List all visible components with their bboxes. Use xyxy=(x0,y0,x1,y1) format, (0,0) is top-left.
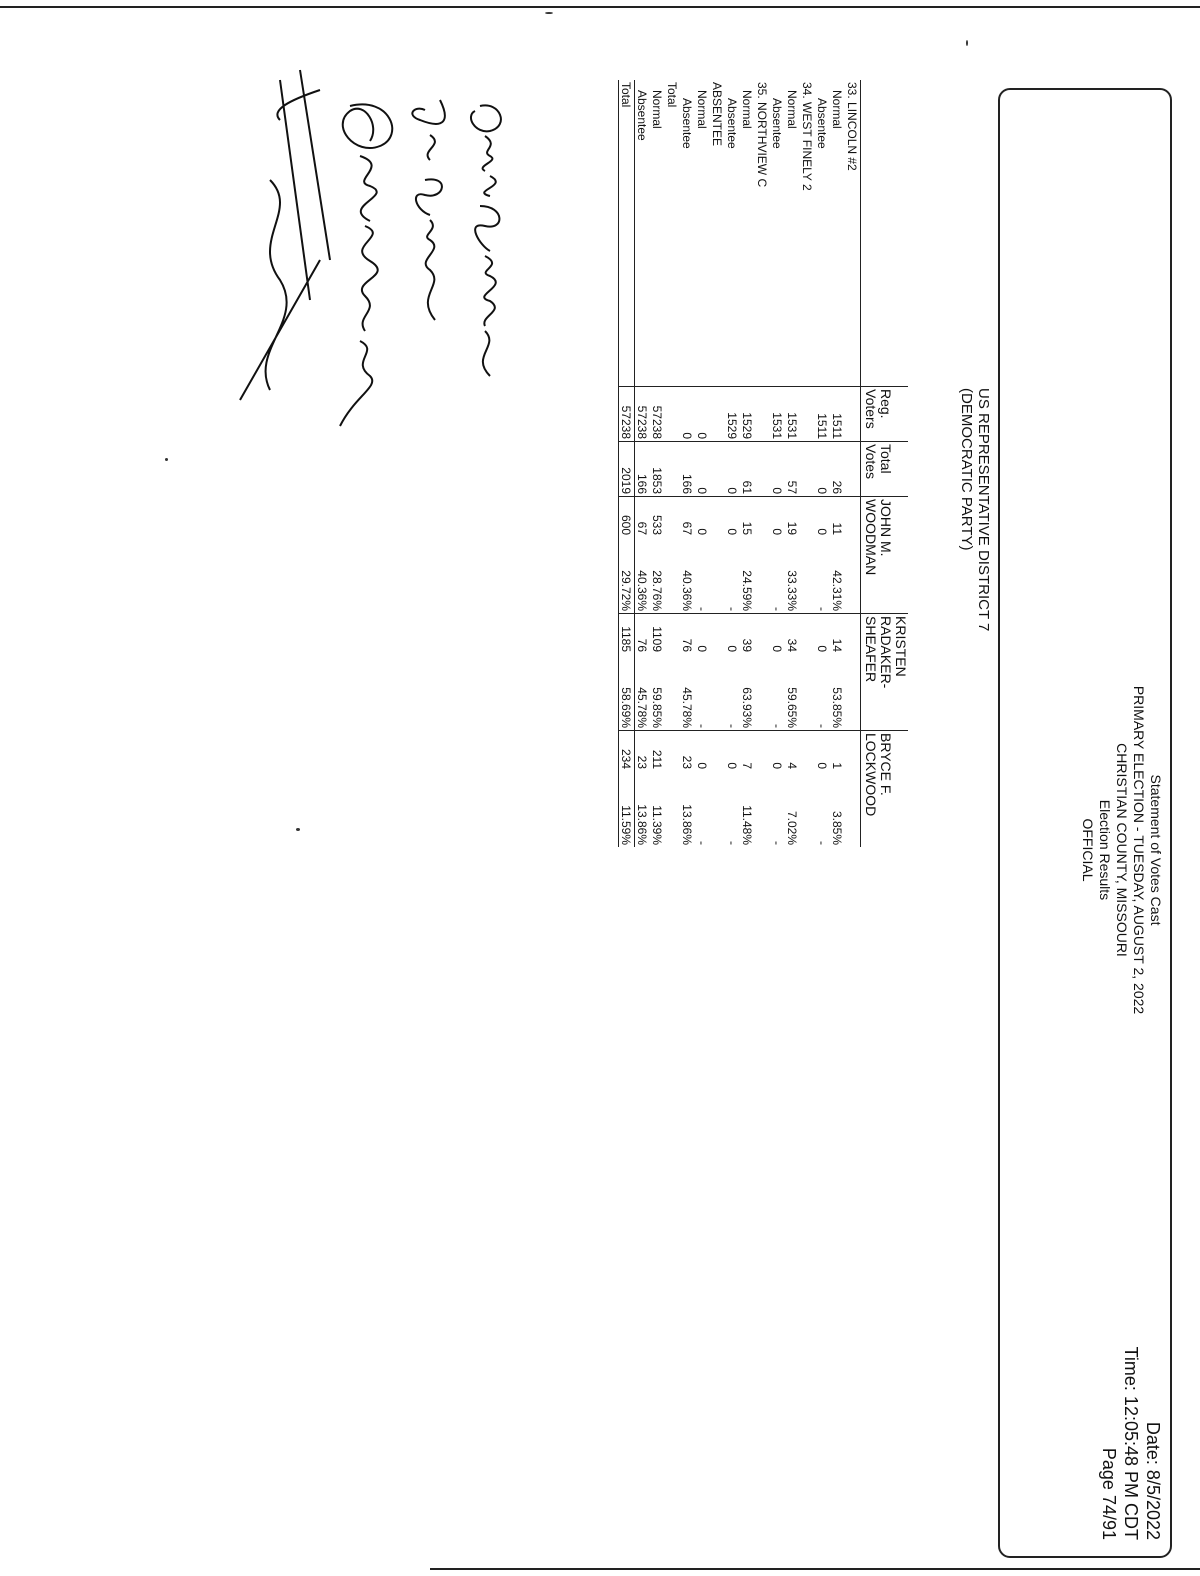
total-votes-cell: 2019 xyxy=(619,442,635,497)
official-label: OFFICIAL xyxy=(1080,818,1096,882)
candidate-percent-cell xyxy=(845,771,861,847)
table-row xyxy=(785,80,800,847)
total-votes-cell: 57 xyxy=(785,442,800,497)
total-votes-cell xyxy=(800,442,815,497)
candidate-percent-cell: 53.85% xyxy=(830,687,845,728)
table-row xyxy=(830,80,845,847)
row-label: Normal xyxy=(650,90,665,129)
candidate-votes-cell: 7 xyxy=(740,731,755,772)
candidate-percent-cell: 63.93% xyxy=(740,687,755,728)
table-row xyxy=(695,80,710,847)
total-votes-cell: 26 xyxy=(830,442,845,497)
row-label: Absentee xyxy=(680,98,695,149)
contest-title xyxy=(958,388,992,631)
candidate-votes-cell xyxy=(845,497,861,538)
candidate-percent-cell: 28.76% xyxy=(650,570,665,611)
total-votes-cell: 0 xyxy=(695,442,710,497)
candidate-percent-cell: 13.86% xyxy=(680,804,695,845)
candidate-votes-cell: 1109 xyxy=(650,614,665,655)
county-title: CHRISTIAN COUNTY, MISSOURI xyxy=(1114,743,1130,957)
row-label: Absentee xyxy=(725,98,740,149)
candidate-percent-cell: 24.59% xyxy=(740,570,755,611)
election-title: PRIMARY ELECTION - TUESDAY, AUGUST 2, 2022 xyxy=(1131,685,1147,1015)
reg-voters-cell: 57238 xyxy=(635,387,651,442)
table-row xyxy=(710,80,725,847)
candidate-percent-cell xyxy=(800,654,815,731)
candidate-votes-cell: 11 xyxy=(830,497,845,538)
candidate-votes-cell: 1185 xyxy=(619,614,635,655)
candidate-percent-cell xyxy=(800,771,815,847)
candidate-votes-cell: 0 xyxy=(695,614,710,655)
table-row xyxy=(619,80,635,847)
candidate-votes-cell: 0 xyxy=(725,731,740,772)
candidate-percent-cell xyxy=(710,654,725,731)
candidate-votes-cell: 23 xyxy=(680,731,695,772)
candidate-votes-cell: 0 xyxy=(695,497,710,538)
candidate-votes-cell xyxy=(755,731,770,772)
total-votes-cell: 0 xyxy=(815,442,830,497)
header-row xyxy=(861,80,909,847)
candidate-votes-cell xyxy=(755,497,770,538)
reg-voters-cell: 0 xyxy=(680,387,695,442)
total-votes-cell: 0 xyxy=(725,442,740,497)
row-label: 34. WEST FINELY 2 xyxy=(800,82,815,191)
contest-name: US REPRESENTATIVE DISTRICT 7 xyxy=(975,388,992,632)
candidate-votes-cell: 34 xyxy=(785,614,800,655)
table-row xyxy=(845,80,861,847)
row-label: Absentee xyxy=(635,90,650,141)
candidate-percent-cell: 45.78% xyxy=(680,687,695,728)
total-votes-cell: 166 xyxy=(680,442,695,497)
total-votes-cell: 61 xyxy=(740,442,755,497)
candidate-percent-cell: 59.65% xyxy=(785,687,800,728)
candidate-percent-cell: 40.36% xyxy=(680,570,695,611)
candidate-votes-cell xyxy=(755,614,770,655)
candidate-percent-cell: 11.48% xyxy=(740,805,755,845)
candidate-percent-cell: 40.36% xyxy=(635,570,650,611)
candidate-votes-cell xyxy=(665,614,680,655)
table-row xyxy=(635,80,651,847)
candidate-percent-cell xyxy=(845,537,861,614)
candidate-votes-cell: 234 xyxy=(619,731,635,772)
candidate-percent-cell xyxy=(665,537,680,614)
total-votes-header: Total Votes xyxy=(861,442,909,497)
row-label: Normal xyxy=(830,90,845,129)
reg-voters-cell xyxy=(755,387,770,442)
candidate-percent-cell: - xyxy=(695,724,710,728)
report-meta xyxy=(1098,1347,1164,1540)
row-label: 35. NORTHVIEW C xyxy=(755,82,770,188)
reg-voters-cell xyxy=(665,387,680,442)
total-votes-cell: 166 xyxy=(635,442,651,497)
candidate-votes-cell: 23 xyxy=(635,731,651,772)
candidate-votes-cell xyxy=(800,614,815,655)
candidate-percent-cell: 13.86% xyxy=(635,804,650,845)
table-row xyxy=(815,80,830,847)
reg-voters-cell: 1531 xyxy=(770,387,785,442)
candidate-percent-cell: 33.33% xyxy=(785,570,800,611)
candidate-percent-cell xyxy=(665,654,680,731)
table-row xyxy=(800,80,815,847)
candidate-votes-cell: 15 xyxy=(740,497,755,538)
row-label: Absentee xyxy=(815,98,830,149)
candidate-votes-cell: 0 xyxy=(770,731,785,772)
candidate-header-radaker-sheafer: KRISTEN RADAKER- SHEAFER xyxy=(861,614,909,731)
candidate-votes-cell: 67 xyxy=(680,497,695,538)
total-votes-cell xyxy=(845,442,861,497)
candidate-percent-cell: - xyxy=(770,841,785,845)
candidate-percent-cell: 11.39% xyxy=(650,805,665,845)
reg-voters-cell: 57238 xyxy=(650,387,665,442)
candidate-percent-cell: 11.59% xyxy=(619,771,635,847)
candidate-header-lockwood: BRYCE F. LOCKWOOD xyxy=(861,731,909,848)
candidate-percent-cell xyxy=(755,537,770,614)
row-label: Normal xyxy=(695,90,710,129)
candidate-votes-cell: 0 xyxy=(695,731,710,772)
candidate-percent-cell: - xyxy=(695,841,710,845)
total-votes-cell: 1853 xyxy=(650,442,665,497)
results-label: Election Results xyxy=(1097,799,1113,901)
candidate-votes-cell xyxy=(710,497,725,538)
row-label: Total xyxy=(619,80,635,387)
candidate-percent-cell: 29.72% xyxy=(619,537,635,614)
candidate-votes-cell xyxy=(665,731,680,772)
row-label: Absentee xyxy=(770,98,785,149)
candidate-percent-cell: - xyxy=(815,841,830,845)
candidate-votes-cell xyxy=(710,731,725,772)
candidate-percent-cell: - xyxy=(815,607,830,611)
candidate-votes-cell: 67 xyxy=(635,497,651,538)
candidate-percent-cell xyxy=(710,537,725,614)
row-label: 33. LINCOLN #2 xyxy=(845,82,860,171)
candidate-percent-cell: - xyxy=(695,607,710,611)
signature-4 xyxy=(230,60,340,420)
candidate-votes-cell: 0 xyxy=(815,731,830,772)
candidate-votes-cell: 533 xyxy=(650,497,665,538)
candidate-votes-cell: 1 xyxy=(830,731,845,772)
candidate-votes-cell: 0 xyxy=(725,614,740,655)
candidate-votes-cell: 4 xyxy=(785,731,800,772)
candidate-votes-cell xyxy=(665,497,680,538)
results-table xyxy=(618,80,908,847)
candidate-percent-cell: - xyxy=(770,607,785,611)
candidate-votes-cell: 0 xyxy=(815,614,830,655)
table-row xyxy=(725,80,740,847)
candidate-percent-cell: 45.78% xyxy=(635,687,650,728)
table-row xyxy=(740,80,755,847)
candidate-percent-cell: 59.85% xyxy=(650,687,665,728)
total-votes-cell xyxy=(710,442,725,497)
candidate-votes-cell: 39 xyxy=(740,614,755,655)
candidate-votes-cell: 0 xyxy=(725,497,740,538)
table-row xyxy=(680,80,695,847)
candidate-votes-cell: 14 xyxy=(830,614,845,655)
row-label: Normal xyxy=(785,90,800,129)
table-row xyxy=(770,80,785,847)
candidate-percent-cell xyxy=(710,771,725,847)
page-number: Page 74/91 xyxy=(1099,1447,1119,1540)
candidate-votes-cell: 0 xyxy=(815,497,830,538)
candidate-percent-cell: 42.31% xyxy=(830,570,845,611)
candidate-percent-cell: - xyxy=(725,607,740,611)
contest-party: (DEMOCRATIC PARTY) xyxy=(958,388,975,551)
candidate-votes-cell: 211 xyxy=(650,731,665,772)
table-row xyxy=(650,80,665,847)
reg-voters-cell: 0 xyxy=(695,387,710,442)
candidate-percent-cell xyxy=(755,654,770,731)
candidate-percent-cell: - xyxy=(725,724,740,728)
results-body xyxy=(619,80,861,847)
candidate-percent-cell xyxy=(665,771,680,847)
reg-voters-cell xyxy=(710,387,725,442)
report-header xyxy=(1079,600,1164,1100)
report-time: Time: 12:05:48 PM CDT xyxy=(1121,1346,1141,1540)
row-label: Total xyxy=(665,82,680,108)
reg-voters-cell xyxy=(845,387,861,442)
candidate-percent-cell xyxy=(800,537,815,614)
signature-1 xyxy=(450,96,520,386)
candidate-percent-cell: - xyxy=(815,724,830,728)
reg-voters-cell: 1529 xyxy=(725,387,740,442)
candidate-votes-cell xyxy=(800,731,815,772)
reg-voters-cell: 1529 xyxy=(740,387,755,442)
candidate-percent-cell: - xyxy=(770,724,785,728)
report-title: Statement of Votes Cast xyxy=(1148,774,1164,926)
candidate-percent-cell: 7.02% xyxy=(785,810,800,845)
candidate-votes-cell xyxy=(845,731,861,772)
candidate-votes-cell xyxy=(845,614,861,655)
total-votes-cell xyxy=(665,442,680,497)
candidate-percent-cell: 3.85% xyxy=(830,810,845,845)
candidate-votes-cell: 19 xyxy=(785,497,800,538)
reg-voters-cell: 57238 xyxy=(619,387,635,442)
candidate-votes-cell: 76 xyxy=(635,614,651,655)
report-date: Date: 8/5/2022 xyxy=(1143,1421,1163,1540)
reg-voters-header: Reg. Voters xyxy=(861,387,909,442)
candidate-votes-cell xyxy=(800,497,815,538)
candidate-header-woodman: JOHN M. WOODMAN xyxy=(861,497,909,614)
candidate-votes-cell: 600 xyxy=(619,497,635,538)
candidate-votes-cell: 0 xyxy=(770,497,785,538)
total-votes-cell xyxy=(755,442,770,497)
candidate-votes-cell: 76 xyxy=(680,614,695,655)
candidate-percent-cell xyxy=(755,771,770,847)
candidate-votes-cell: 0 xyxy=(770,614,785,655)
candidate-percent-cell: 58.69% xyxy=(619,654,635,731)
row-label: Normal xyxy=(740,90,755,129)
precinct-header xyxy=(861,80,909,387)
reg-voters-cell: 1531 xyxy=(785,387,800,442)
table-row xyxy=(665,80,680,847)
candidate-percent-cell xyxy=(845,654,861,731)
reg-voters-cell xyxy=(800,387,815,442)
table-row xyxy=(755,80,770,847)
reg-voters-cell: 1511 xyxy=(830,387,845,442)
candidate-votes-cell xyxy=(710,614,725,655)
total-votes-cell: 0 xyxy=(770,442,785,497)
reg-voters-cell: 1511 xyxy=(815,387,830,442)
candidate-percent-cell: - xyxy=(725,841,740,845)
row-label: ABSENTEE xyxy=(710,82,725,147)
